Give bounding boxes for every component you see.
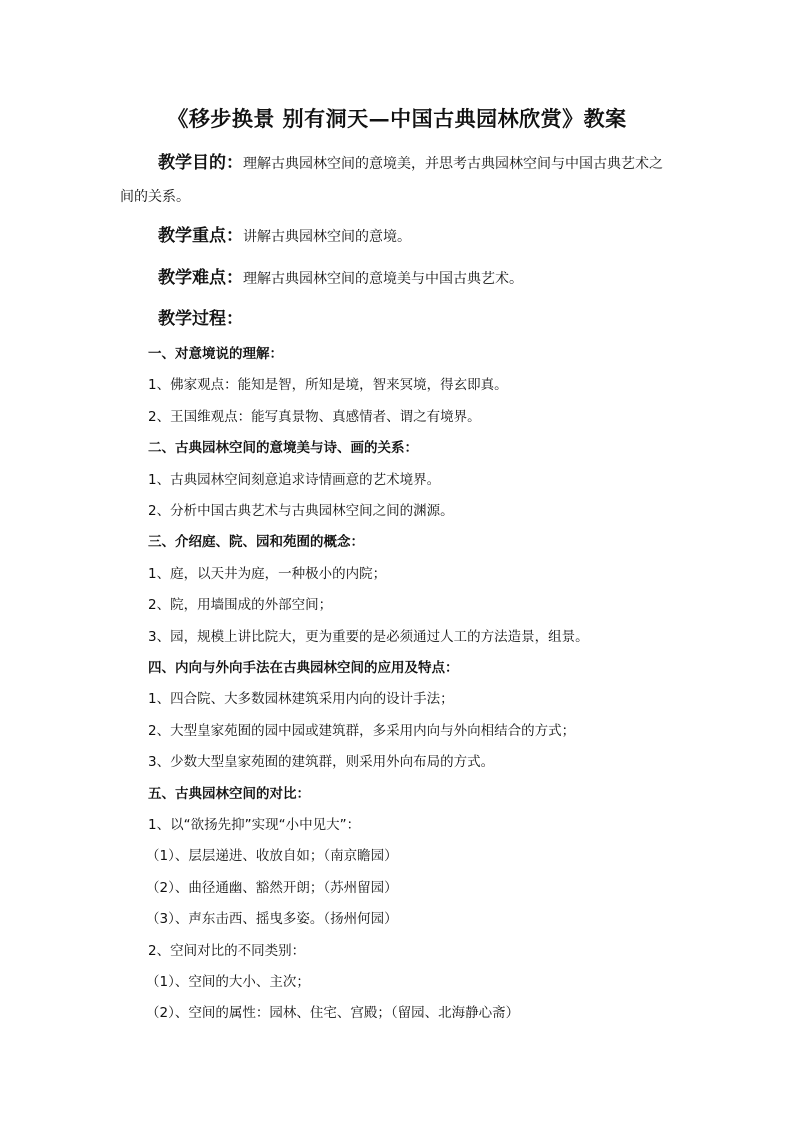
list-item: 2、院，用墙围成的外部空间； [148,597,333,614]
section-heading: 四、内向与外向手法在古典园林空间的应用及特点： [148,660,459,676]
sub-list-item: （3）、声东击西、摇曳多姿。（扬州何园） [146,911,398,928]
sub-list-item: （1）、空间的大小、主次； [146,974,310,990]
list-item: 1、古典园林空间刻意追求诗情画意的艺术境界。 [148,471,441,488]
difficulty-label: 教学难点： [158,268,243,288]
sub-list-item: （2）、曲径通幽、豁然开朗；（苏州留园） [146,879,398,896]
section-heading: 二、古典园林空间的意境美与诗、画的关系： [148,440,418,457]
teaching-difficulty [158,263,523,288]
objective-label: 教学目的： [158,153,243,173]
list-item: 3、少数大型皇家苑囿的建筑群，则采用外向布局的方式。 [148,754,495,771]
sub-list-item: （1）、层层递进、收放自如；（南京瞻园） [146,848,398,865]
sub-list-item: （2）、空间的属性：园林、住宅、宫殿；（留园、北海静心斋） [146,1005,520,1022]
list-item: 1、四合院、大多数园林建筑采用内向的设计手法； [148,691,454,708]
teaching-objective [158,148,663,173]
section-heading: 五、古典园林空间的对比： [148,785,310,802]
list-item: 1、佛家观点：能知是智，所知是境，智来冥境，得玄即真。 [148,377,508,394]
list-item: 1、以“欲扬先抑”实现“小中见大”： [148,817,361,833]
difficulty-text: 理解古典园林空间的意境美与中国古典艺术。 [243,271,523,287]
document-title: 《移步换景 别有洞天—中国古典园林欣赏》教案 [167,106,627,131]
list-item: 2、空间对比的不同类别： [148,942,306,959]
objective-continuation: 间的关系。 [120,189,190,205]
section-heading: 一、对意境说的理解： [148,346,283,362]
objective-text: 理解古典园林空间的意境美，并思考古典园林空间与中国古典艺术之 [243,156,663,172]
list-item: 1、庭，以天井为庭，一种极小的内院； [148,565,387,582]
process-heading: 教学过程： [158,309,243,329]
teaching-key-point [158,221,411,246]
list-item: 2、大型皇家苑囿的园中园或建筑群，多采用内向与外向相结合的方式； [148,722,576,739]
list-item: 3、园，规模上讲比院大，更为重要的是必须通过人工的方法造景，组景。 [148,628,589,645]
section-heading: 三、介绍庭、院、园和苑囿的概念： [148,534,364,551]
key-point-label: 教学重点： [158,226,243,246]
list-item: 2、分析中国古典艺术与古典园林空间之间的渊源。 [148,503,454,519]
list-item: 2、王国维观点：能写真景物、真感情者、谓之有境界。 [148,408,481,425]
key-point-text: 讲解古典园林空间的意境。 [243,229,411,245]
